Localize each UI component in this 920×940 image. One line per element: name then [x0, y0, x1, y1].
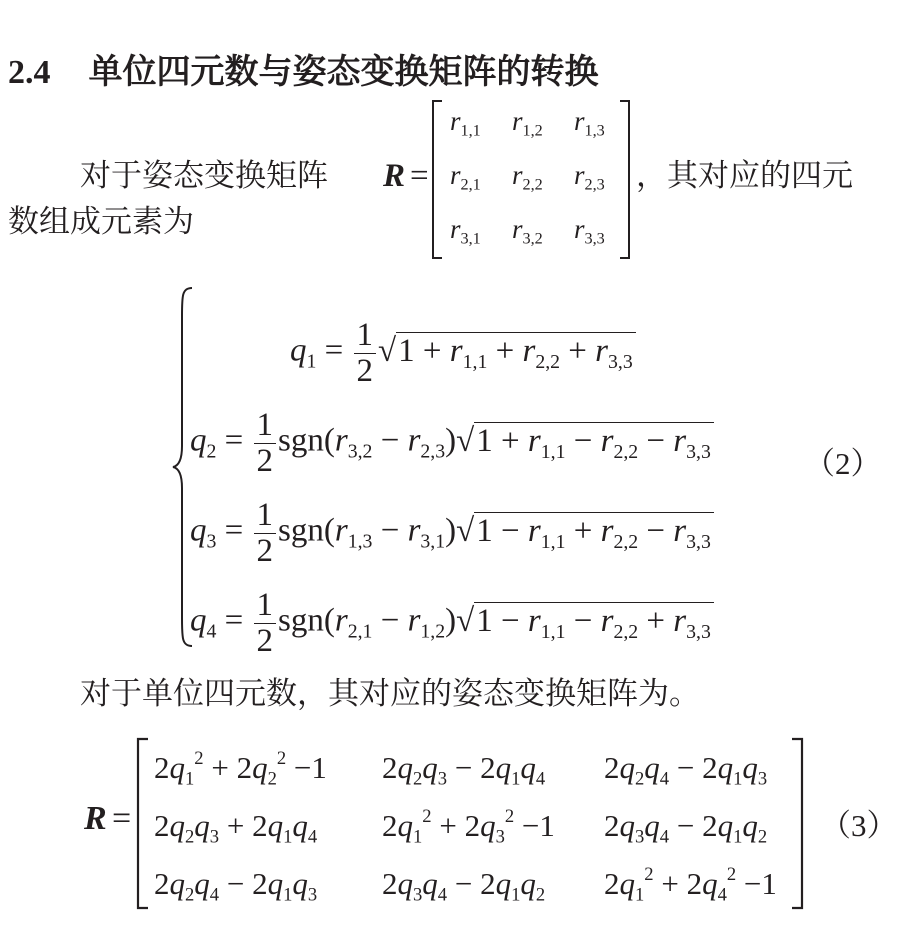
eq3-cell-1-3: $2q_2q_4 - 2q_1q_3$ — [604, 750, 768, 790]
eq3-cell-3-2: $2q_3q_4 - 2q_1q_2$ — [382, 866, 546, 906]
matrix-symbol-r: R — [383, 158, 406, 194]
eq2-line-q1: $q_1$ = $\frac{1}{2}$ $√1 + r_{1,1} + r_{2,2} + r_{3,3}$ — [290, 318, 636, 388]
eq2-number: （2） — [804, 446, 882, 481]
eq2-line-q2: $q_2$ = $\frac{1}{2}$ $sgn(r_{3,2} - r_{2,3})√1 + r_{1,1} - r_{2,2} - r_{3,3}$ — [190, 408, 714, 478]
intro-after: ，其对应的四元 — [636, 158, 853, 194]
eq3-cell-3-1: $2q_2q_4 - 2q_1q_3$ — [154, 866, 318, 906]
r-matrix-entry-2-3: $r_{2,3}$ — [574, 160, 605, 194]
r-matrix-entry-3-1: $r_{3,1}$ — [450, 214, 481, 248]
r-matrix-entry-3-3: $r_{3,3}$ — [574, 214, 605, 248]
eq3-cell-2-3: $2q_3q_4 - 2q_1q_2$ — [604, 808, 768, 848]
r-matrix-entry-1-1: $r_{1,1}$ — [450, 106, 481, 140]
eq3-cell-2-2: $2q_1^2 + 2q_3^2 -1$ — [382, 806, 555, 848]
eq3-cell-3-3: $2q_1^2 + 2q_4^2 -1$ — [604, 864, 777, 906]
eq3-cell-2-1: $2q_2q_3 + 2q_1q_4$ — [154, 808, 318, 848]
intro-lead: 对于姿态变换矩阵 — [80, 158, 328, 194]
eq2-line-q3: $q_3$ = $\frac{1}{2}$ $sgn(r_{1,3} - r_{3,1})√1 - r_{1,1} + r_{2,2} - r_{3,3}$ — [190, 498, 714, 568]
r-matrix-entry-3-2: $r_{3,2}$ — [512, 214, 543, 248]
text2: 对于单位四元数，其对应的姿态变换矩阵为。 — [80, 676, 700, 712]
eq3-equals: = — [112, 800, 132, 837]
eq3-symbol-r: R — [84, 800, 107, 837]
eq3-number: （3） — [820, 808, 898, 843]
eq3-cell-1-1: $2q_1^2 + 2q_2^2 -1$ — [154, 748, 327, 790]
section-heading — [8, 44, 599, 93]
equals-sign: = — [410, 158, 429, 194]
r-matrix-entry-1-3: $r_{1,3}$ — [574, 106, 605, 140]
section-title: 单位四元数与姿态变换矩阵的转换 — [88, 52, 599, 92]
r-matrix-entry-1-2: $r_{1,2}$ — [512, 106, 543, 140]
r-matrix-entry-2-1: $r_{2,1}$ — [450, 160, 481, 194]
eq3-cell-1-2: $2q_2q_3 - 2q_1q_4$ — [382, 750, 546, 790]
r-matrix-entry-2-2: $r_{2,2}$ — [512, 160, 543, 194]
intro-line2: 数组成元素为 — [8, 204, 194, 240]
section-number: 2.4 — [8, 54, 51, 91]
eq2-line-q4: $q_4$ = $\frac{1}{2}$ $sgn(r_{2,1} - r_{1,2})√1 - r_{1,1} - r_{2,2} + r_{3,3}$ — [190, 588, 714, 658]
